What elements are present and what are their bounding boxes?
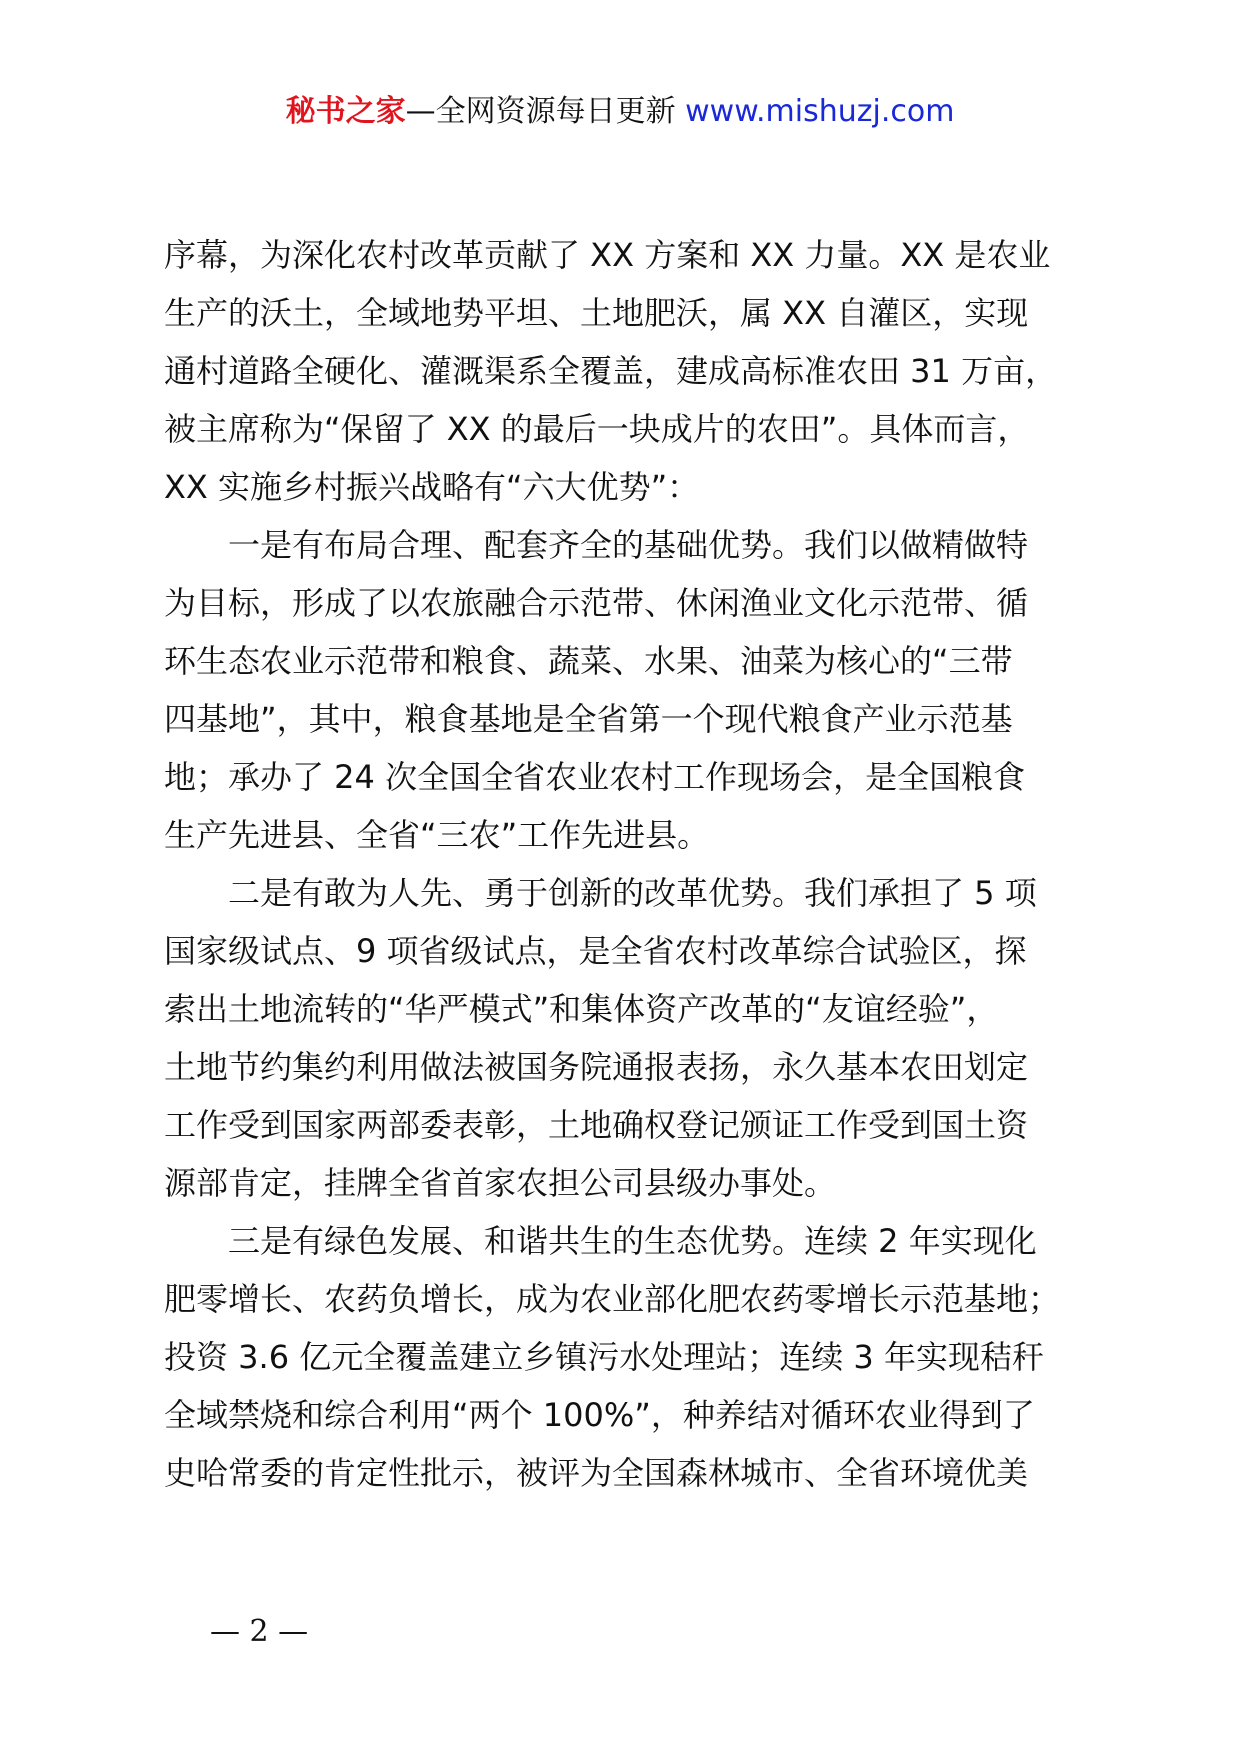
- text-line: 投资 3.6 亿元全覆盖建立乡镇污水处理站；连续 3 年实现秸秆: [164, 1338, 1044, 1376]
- text-line: 环生态农业示范带和粮食、蔬菜、水果、油菜为核心的“三带: [164, 642, 1013, 680]
- text-line: 土地节约集约利用做法被国务院通报表扬，永久基本农田划定: [164, 1048, 1029, 1086]
- text-line: 被主席称为“保留了 XX 的最后一块成片的农田”。具体而言，: [164, 410, 1030, 448]
- text-line: 生产的沃土，全域地势平坦、土地肥沃，属 XX 自灌区，实现: [164, 294, 1029, 332]
- text-line: 全域禁烧和综合利用“两个 100%”，种养结对循环农业得到了: [164, 1396, 1035, 1434]
- text-line: 为目标，形成了以农旅融合示范带、休闲渔业文化示范带、循: [164, 584, 1029, 622]
- text-line: 地；承办了 24 次全国全省农业农村工作现场会，是全国粮食: [164, 758, 1026, 796]
- text-line: 国家级试点、9 项省级试点，是全省农村改革综合试验区，探: [164, 932, 1027, 970]
- text-line: 史哈常委的肯定性批示，被评为全国森林城市、全省环境优美: [164, 1454, 1029, 1492]
- text-line: 四基地”，其中，粮食基地是全省第一个现代粮食产业示范基: [164, 700, 1013, 738]
- page-number: — 2 —: [210, 1614, 309, 1649]
- site-url-link[interactable]: www.mishuzj.com: [685, 94, 955, 129]
- text-line: 二是有敢为人先、勇于创新的改革优势。我们承担了 5 项: [164, 874, 1037, 912]
- text-line: 序幕，为深化农村改革贡献了 XX 方案和 XX 力量。XX 是农业: [164, 236, 1051, 274]
- text-line: 索出土地流转的“华严模式”和集体资产改革的“友谊经验”，: [164, 990, 999, 1028]
- site-header: [0, 90, 1240, 134]
- text-line: 通村道路全硬化、灌溉渠系全覆盖，建成高标准农田 31 万亩，: [164, 352, 1058, 390]
- text-line: 源部肯定，挂牌全省首家农担公司县级办事处。: [164, 1164, 837, 1202]
- text-line: XX 实施乡村振兴战略有“六大优势”：: [164, 468, 700, 506]
- brand-name: 秘书之家: [285, 94, 406, 129]
- document-body: [164, 226, 1120, 1502]
- text-line: 一是有布局合理、配套齐全的基础优势。我们以做精做特: [164, 526, 1029, 564]
- text-line: 三是有绿色发展、和谐共生的生态优势。连续 2 年实现化: [164, 1222, 1037, 1260]
- header-tagline: —全网资源每日更新: [405, 94, 676, 129]
- text-line: 肥零增长、农药负增长，成为农业部化肥农药零增长示范基地；: [164, 1280, 1061, 1318]
- text-line: 工作受到国家两部委表彰，土地确权登记颁证工作受到国土资: [164, 1106, 1029, 1144]
- text-line: 生产先进县、全省“三农”工作先进县。: [164, 816, 710, 854]
